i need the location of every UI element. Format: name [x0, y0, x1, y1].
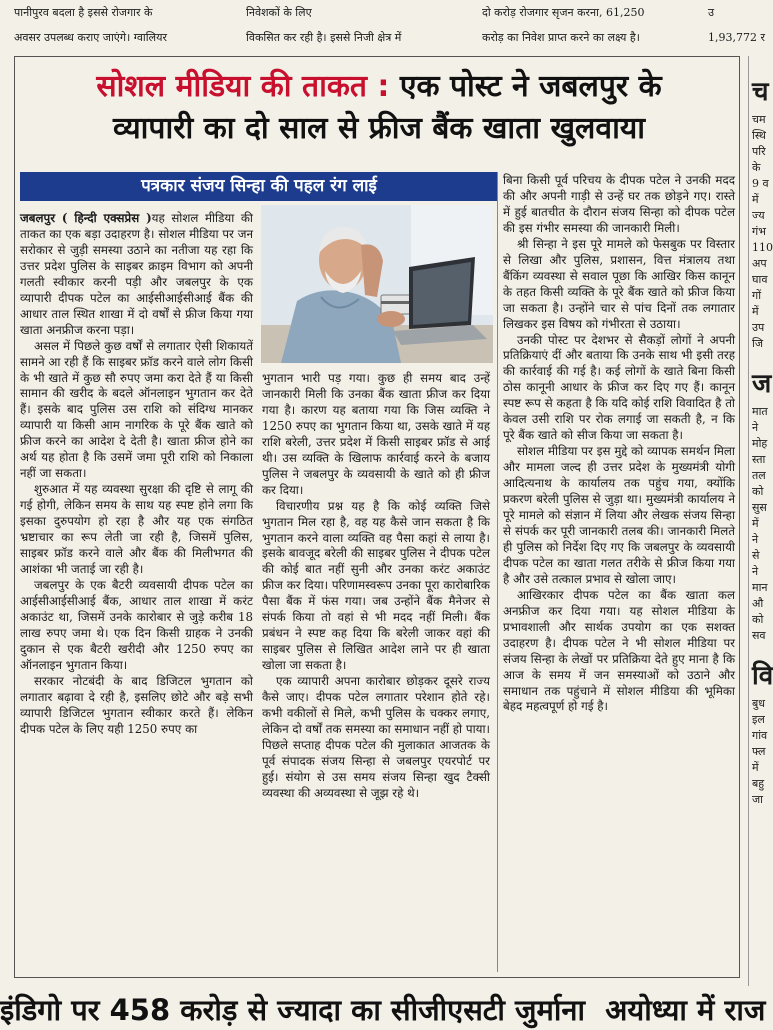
- side-column-lines-3: [752, 696, 769, 808]
- side-column-line: औ: [752, 597, 764, 610]
- side-column-line: बुध: [752, 697, 766, 710]
- side-column-lines-2: [752, 404, 769, 644]
- dateline: जबलपुर ( हिन्दी एक्सप्रेस ): [20, 211, 152, 225]
- side-column-line: मात: [752, 405, 768, 418]
- column-3-para-3: उनकी पोस्ट पर देशभर से सैकड़ों लोगों ने अपनी प्रतिक्रियाएं दीं और बताया कि उनके साथ भी इसी तरह की कार्रवाई की गई है। कई लोगों के खाते बिना किसी ठोस कानूनी आधार के फ्रीज कर दिए गए हैं। कानून स्पष्ट रूप से कहता है कि यदि कोई राशि विवादित है तो केवल उसी राशि पर रोक लगाई जा सकती है, न कि पूरे बैंक खाते को सीज किया जा सकता है।: [503, 332, 735, 443]
- side-column-line: घाव: [752, 273, 768, 286]
- article-column-1: [20, 211, 253, 973]
- side-column-line: सुस: [752, 501, 767, 514]
- side-column-line: चम: [752, 113, 766, 126]
- worried-man-laptop-illustration: [261, 205, 493, 363]
- side-column-line: मान: [752, 581, 768, 594]
- side-column-line: परि: [752, 145, 766, 158]
- side-column-line: अप: [752, 257, 767, 270]
- side-column-line: स्थि: [752, 129, 766, 142]
- side-column-line: को: [752, 485, 764, 498]
- side-column-line: में: [752, 193, 759, 206]
- next-story-headline: [0, 990, 769, 1027]
- column-1-para-4: जबलपुर के एक बैटरी व्यवसायी दीपक पटेल का आईसीआईसीआई बैंक, आधार ताल शाखा में करंट अकाउंट था, जिसमें उनके कारोबार से जुड़े करीब 18 लाख रुपए जमा थे। एक दिन किसी ग्राहक ने उनकी दुकान से एक बैटरी खरीदी और 1250 रुपए का ऑनलाइन भुगतान किया।: [20, 577, 253, 672]
- headline-black-part-1: एक पोस्ट ने जबलपुर के: [399, 69, 662, 104]
- headline-line-2: व्यापारी का दो साल से फ्रीज बैंक खाता खुलवाया: [112, 111, 646, 146]
- top-strip-left-line2: अवसर उपलब्ध कराए जाएंगे। ग्वालियर: [14, 31, 167, 44]
- side-column-line: ने: [752, 565, 759, 578]
- side-column-head-3: वि: [752, 661, 773, 691]
- side-column-line: में: [752, 761, 759, 774]
- side-column-head-2: ज: [752, 369, 772, 399]
- side-column-line: गों: [752, 289, 762, 302]
- side-column-line: ने: [752, 533, 759, 546]
- column-2-para-3: एक व्यापारी अपना कारोबार छोड़कर दूसरे राज्य कैसे जाए। दीपक पटेल लगातार परेशान होते रहे। कभी वकीलों से मिले, कभी पुलिस के चक्कर लगाए, लेकिन दो वर्षों तक समस्या का समाधान नहीं हो पाया। पिछले सप्ताह दीपक पटेल की मुलाकात आजतक के पूर्व संपादक संजय सिन्हा से जबलपुर एयरपोर्ट पर हुई। संयोग से उस समय संजय सिन्हा खुद टैक्सी व्यवस्था की अव्यवस्था से जूझ रहे थे।: [262, 674, 490, 800]
- side-column-line: के: [752, 161, 761, 174]
- top-strip-left-line1: पानीपुरव बदला है इससे रोजगार के: [14, 6, 153, 19]
- column-3-para-1: बिना किसी पूर्व परिचय के दीपक पटेल ने उनकी मदद की और अपनी गाड़ी से उन्हें घर तक छोड़ने गए। रास्ते में हुई बातचीत के दौरान संजय सिन्हा को दीपक पटेल की इस गंभीर समस्या की जानकारी मिली।: [503, 173, 735, 235]
- side-column-line: सव: [752, 629, 766, 642]
- column-3-para-2: श्री सिन्हा ने इस पूरे मामले को फेसबुक पर विस्तार से लिखा और पुलिस, प्रशासन, वित्त मंत्रालय तथा बैंकिंग व्यवस्था से सवाल पूछा कि आखिर किस कानून के तहत किसी व्यक्ति के पूरे बैंक खाते को फ्रीज किया जा सकता है। उन्होंने चार से पांच दिनों तक लगातार लिखकर इस विषय को गंभीरता से उठाया।: [503, 236, 735, 331]
- article-photo: [261, 205, 493, 363]
- top-strip-mid-line2: विकसित कर रही है। इससे निजी क्षेत्र में: [246, 31, 402, 44]
- article-subhead: पत्रकार संजय सिन्हा की पहल रंग लाई: [20, 172, 498, 201]
- side-column-line: फ्ल: [752, 745, 766, 758]
- column-1-para-1: [20, 211, 253, 339]
- side-column-line: 9 व: [752, 177, 769, 190]
- side-column-line: मोह: [752, 437, 768, 450]
- top-strip-edge-line1: उ: [708, 6, 715, 19]
- column-3-para-5: आखिरकार दीपक पटेल का बैंक खाता कल अनफ्रीज कर दिया गया। यह सोशल मीडिया के प्रभावशाली और सार्थक उपयोग का एक सशक्त उदाहरण है। दीपक पटेल ने भी सोशल मीडिया पर संजय सिन्हा के लेखों पर प्रतिक्रिया देते हुए माना है कि आज के समय में जन समस्याओं को उठाने और समाधान तक पहुंचाने में सोशल मीडिया की भूमिका बेहद महत्वपूर्ण हो गई है।: [503, 587, 735, 714]
- article-column-2: [262, 371, 490, 971]
- top-strip-right-line1: दो करोड़ रोजगार सृजन करना, 61,250: [482, 6, 645, 19]
- next-story-headline-2: अयोध्या में राज: [605, 993, 766, 1027]
- side-column-line: ने: [752, 421, 759, 434]
- headline-red-part: सोशल मीडिया की ताकत :: [96, 69, 390, 104]
- side-column-line: से: [752, 549, 760, 562]
- side-column-lines-1: [752, 112, 773, 352]
- side-column-line: जा: [752, 793, 764, 806]
- side-column-line: गंभ: [752, 225, 766, 238]
- column-2-para-1: भुगतान भारी पड़ गया। कुछ ही समय बाद उन्हें जानकारी मिली कि उनका बैंक खाता फ्रीज कर दिया गया है। कारण यह बताया गया कि जिस व्यक्ति ने 1250 रुपए का भुगतान किया था, उसके खाते में यह राशि बरेली, उत्तर प्रदेश में किसी साइबर फ्रॉड से आई थी। उस व्यक्ति के खिलाफ कार्रवाई करने के बजाय पुलिस ने जबलपुर के व्यवसायी के खाते को ही फ्रीज कर दिया।: [262, 371, 490, 497]
- next-story-headline-1: इंडिगो पर 458 करोड़ से ज्यादा का सीजीएसटी जुर्माना: [0, 993, 586, 1027]
- side-column-line: उप: [752, 321, 765, 334]
- side-column-line: में: [752, 305, 759, 318]
- article-headline: [18, 66, 740, 150]
- column-3-para-4: सोशल मीडिया पर इस मुद्दे को व्यापक समर्थन मिला और मामला जल्द ही उत्तर प्रदेश के मुख्यमंत्री योगी आदित्यनाथ के कार्यालय तक पहुंच गया, क्योंकि प्रकरण बरेली पुलिस से जुड़ा था। मुख्यमंत्री कार्यालय ने पूरे मामले को संज्ञान में लिया और लेखक संजय सिन्हा से संपर्क कर पूरी जानकारी तलब की। जानकारी मिलते ही पुलिस को निर्देश दिए गए कि जबलपुर के व्यवसायी दीपक पटेल का खाता गलत तरीके से फ्रीज किया गया है और उसे तत्काल प्रभाव से खोला जाए।: [503, 444, 735, 586]
- article-column-3: [503, 173, 735, 973]
- top-strip-edge-line2: 1,93,772 र: [708, 31, 765, 44]
- side-column-line: स्ता: [752, 453, 766, 466]
- column-1-para-5: सरकार नोटबंदी के बाद डिजिटल भुगतान को लगातार बढ़ावा दे रही है, इसलिए छोटे और बड़े सभी व्यापारी डिजिटल भुगतान स्वीकार करते हैं। लेकिन दीपक पटेल के लिए यही 1250 रुपए का: [20, 673, 253, 736]
- side-column-line: तल: [752, 469, 766, 482]
- side-column-line: बहु: [752, 777, 765, 790]
- column-1-para-1-text: यह सोशल मीडिया की ताकत का एक बड़ा उदाहरण है। सोशल मीडिया पर जन सरोकार से जुड़ी समस्या उठाने का नतीजा यह रहा कि उत्तर प्रदेश पुलिस के साइबर क्राइम विभाग को अपनी गलती स्वीकार करनी पड़ी और जबलपुर के एक व्यापारी दीपक पटेल का आईसीआईसीआई बैंक की आधार ताल स्थित शाखा में दो वर्षों से फ्रीज किया गया खाता अनफ्रीज करना पड़ा।: [20, 211, 253, 337]
- column-divider: [497, 172, 498, 972]
- column-1-para-2: असल में पिछले कुछ वर्षों से लगातार ऐसी शिकायतें सामने आ रही हैं कि साइबर फ्रॉड करने वाले लोग किसी के भी खाते में कुछ सौ रुपए जमा करा देते हैं या किसी सामान की खरीद के बदले ऑनलाइन भुगतान कर देते हैं। इसके बाद पुलिस उस राशि को संदिग्ध मानकर व्यापारी या किसी आम नागरिक के पूरे बैंक खाते को फ्रीज करने का आदेश दे देती है। खाता फ्रीज होने का अर्थ यह होता है कि उसमें जमा पूरी राशि को निकाला नहीं जा सकता।: [20, 338, 253, 481]
- side-column-line: गांव: [752, 729, 768, 742]
- side-column-cutoff: [752, 60, 773, 980]
- side-column-line: को: [752, 613, 764, 626]
- side-column-line: इल: [752, 713, 765, 726]
- column-1-para-3: शुरुआत में यह व्यवस्था सुरक्षा की दृष्टि से लागू की गई होगी, लेकिन समय के साथ यह स्पष्ट होने लगा कि इसका दुरुपयोग हो रहा है और यह एक संगठित भ्रष्टाचार का रूप लेती जा रही है, जिसमें पुलिस, साइबर फ्रॉड करने वाले और बैंक की मिलीभगत की आशंका भी जताई जा रही है।: [20, 482, 253, 576]
- side-column-line: जि: [752, 337, 764, 350]
- top-strip-right-line2: करोड़ का निवेश प्राप्त करने का लक्ष्य है।: [482, 31, 640, 44]
- side-column-line: 110: [752, 241, 773, 254]
- side-column-line: ज्य: [752, 209, 765, 222]
- side-column-head-1: च: [752, 77, 769, 107]
- column-2-para-2: विचारणीय प्रश्न यह है कि कोई व्यक्ति जिसे भुगतान मिल रहा है, वह यह कैसे जान सकता है कि भुगतान करने वाला व्यक्ति वह पैसा कहां से लाया है। इसके बावजूद बरेली की साइबर पुलिस ने दीपक पटेल की कोई बात नहीं सुनी और उनका करंट अकाउंट फ्रीज कर दिया। परिणामस्वरूप उनका पूरा कारोबारिक पैसा बैंक में फंस गया। जब उन्होंने बैंक मैनेजर से संपर्क किया तो वहां से भी मदद नहीं मिली। बैंक प्रबंधन ने स्पष्ट कह दिया कि बरेली जाकर वहां की साइबर पुलिस से लिखित आदेश लाने पर ही खाता खोला जा सकता है।: [262, 498, 490, 673]
- page-divider: [748, 56, 749, 986]
- side-column-line: में: [752, 517, 759, 530]
- headline-line-1: [18, 66, 740, 108]
- top-strip-mid-line1: निवेशकों के लिए: [246, 6, 312, 19]
